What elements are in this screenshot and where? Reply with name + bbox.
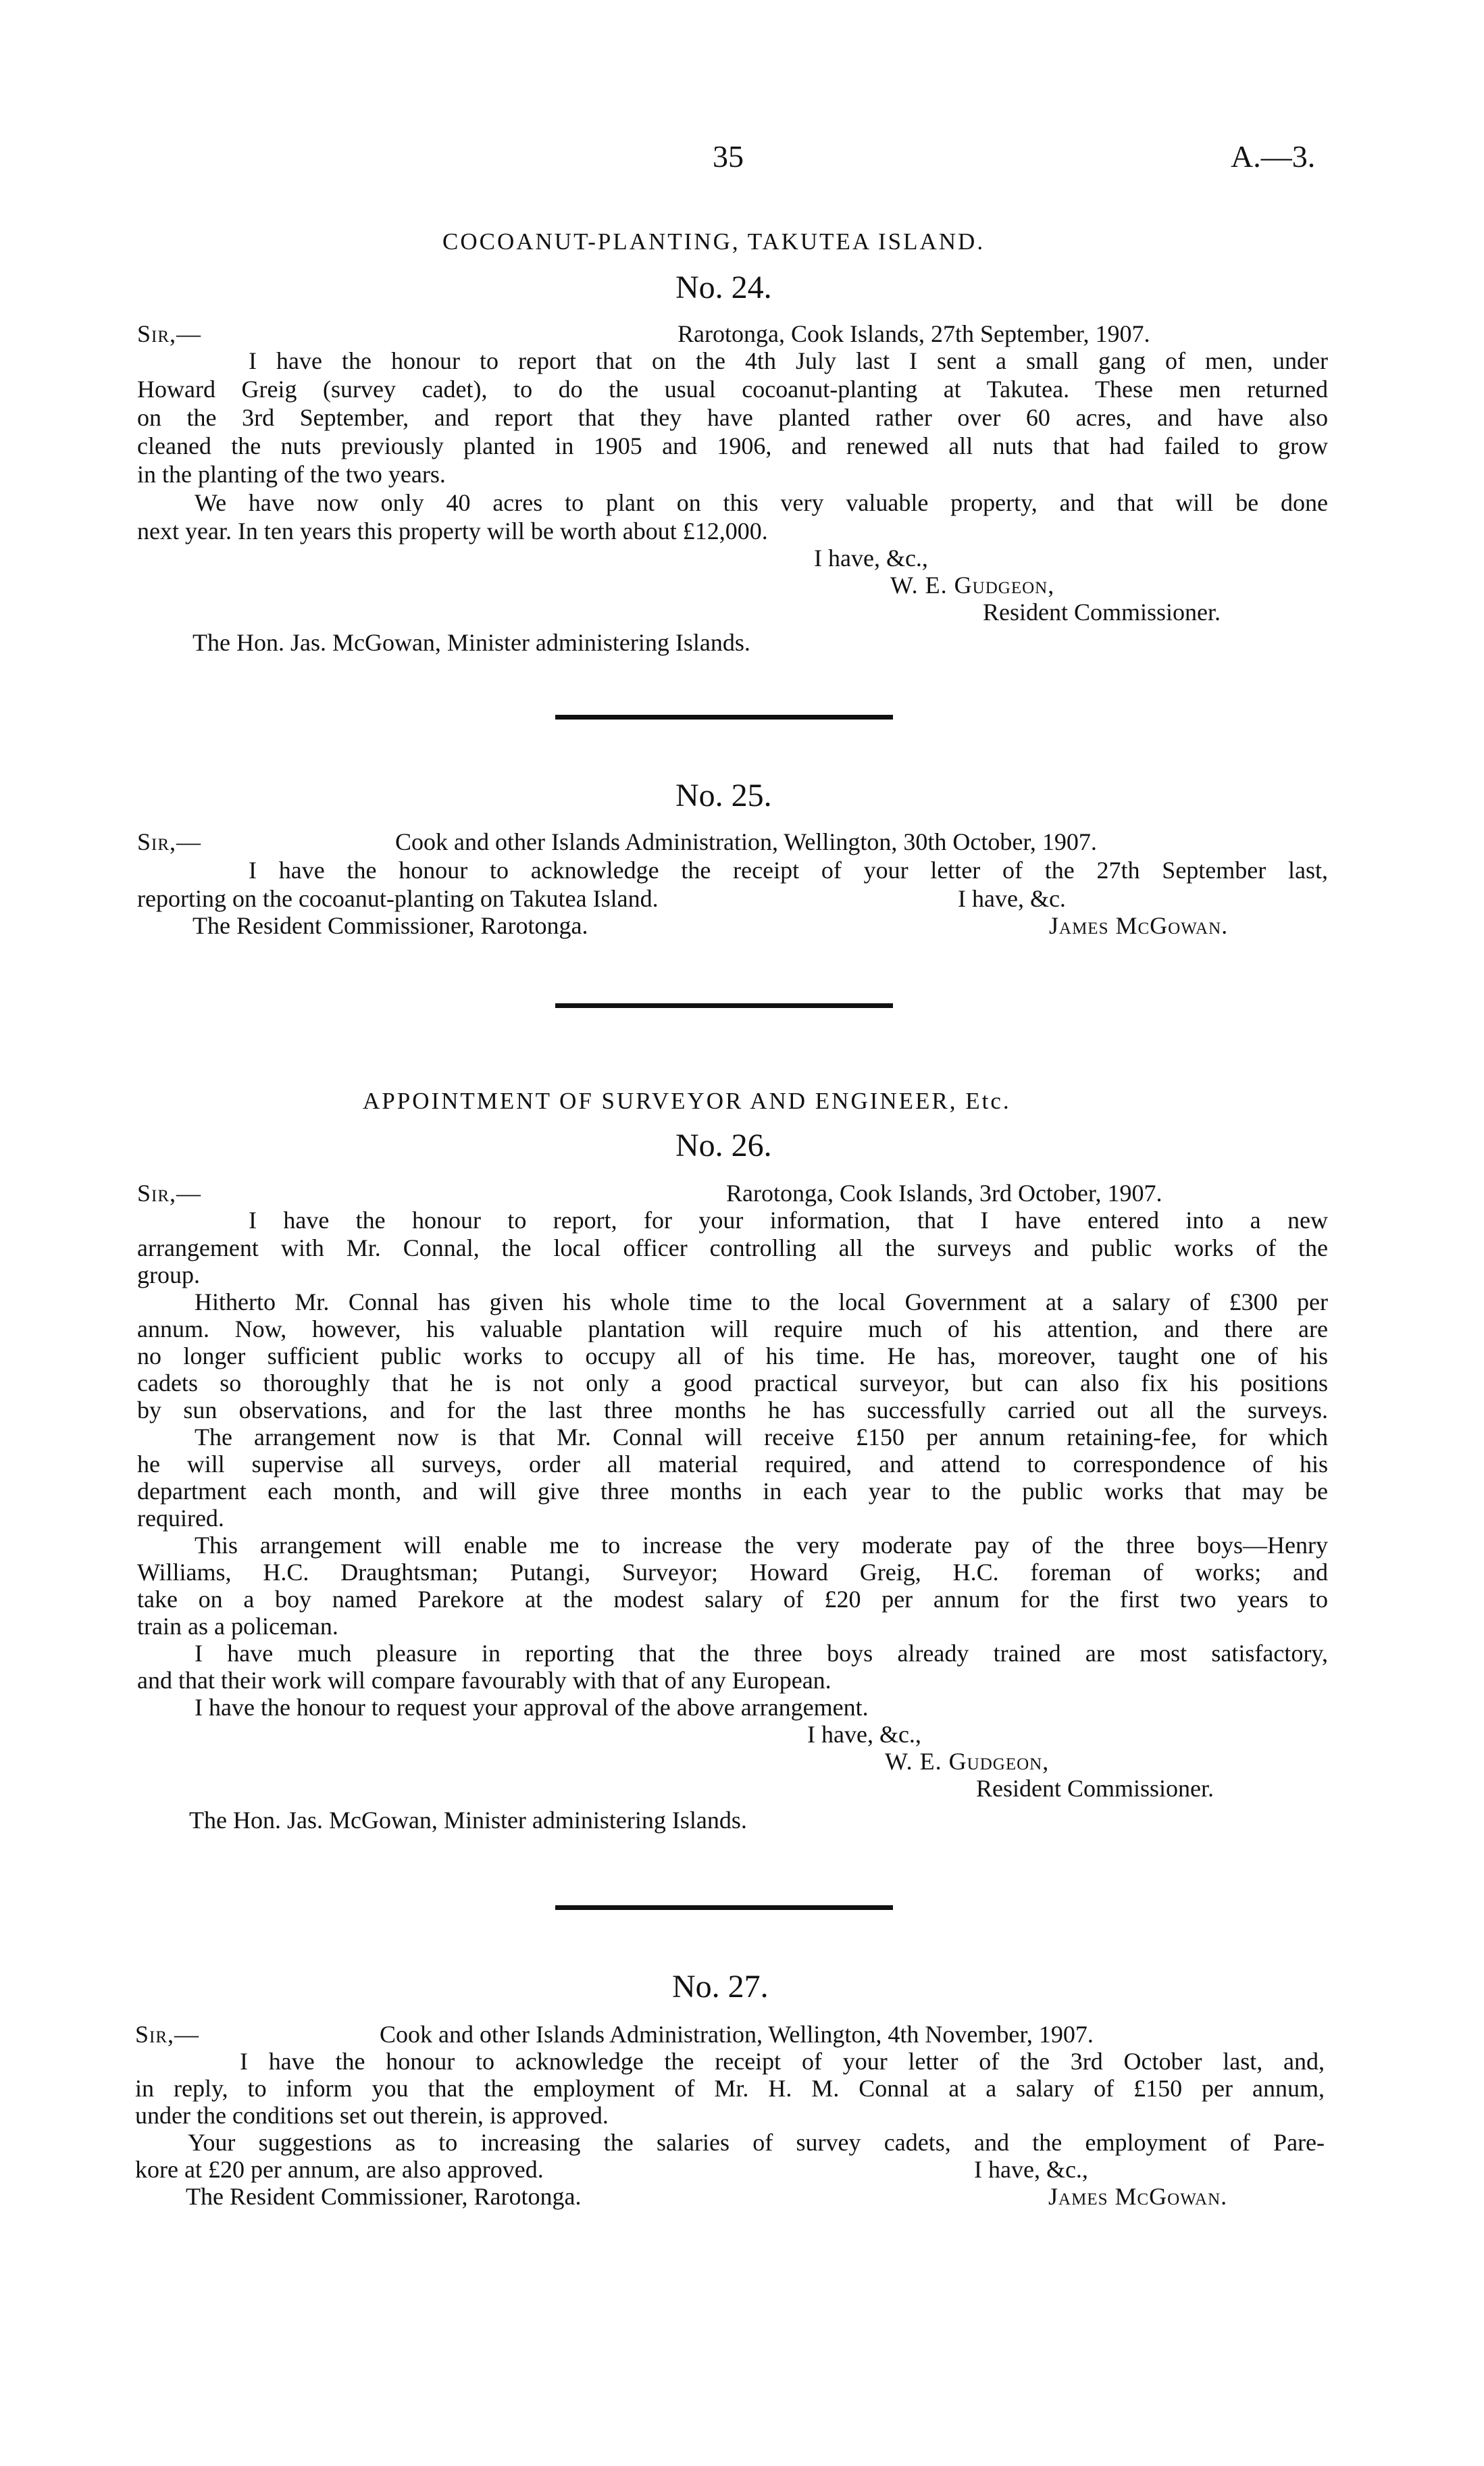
body-line: I have much pleasure in reporting that the three boys already trained are most satisfactory, [195,1640,1328,1667]
body-line: I have the honour to report, for your information, that I have entered into a new [249,1207,1328,1234]
body-line: no longer sufficient public works to occupy all of his time. He has, moreover, taught one of his [137,1342,1328,1369]
letter-number: No. 27. [672,1969,769,2005]
signature: James McGowan. [1048,2183,1228,2210]
body-line: This arrangement will enable me to increase the very moderate pay of the three boys—Henry [195,1532,1328,1559]
salutation: Sir,— [137,320,202,347]
body-line: arrangement with Mr. Connal, the local officer controlling all the surveys and public works of the [137,1234,1328,1261]
body-line: Howard Greig (survey cadet), to do the usual cocoanut-planting at Takutea. These men returned [137,376,1328,403]
body-line: Williams, H.C. Draughtsman; Putangi, Surveyor; Howard Greig, H.C. foreman of works; and [137,1559,1328,1586]
addressee: The Hon. Jas. McGowan, Minister administering Islands. [189,1807,747,1834]
body-line: Your suggestions as to increasing the salaries of survey cadets, and the employment of Pare- [188,2129,1325,2156]
signatory-title: Resident Commissioner. [976,1775,1214,1802]
dateline: Cook and other Islands Administration, Wellington, 4th November, 1907. [380,2021,1094,2048]
body-line: I have the honour to acknowledge the receipt of your letter of the 27th September last, [249,857,1328,884]
section-heading [363,1088,1011,1115]
body-line: required. [137,1505,224,1532]
addressee: The Resident Commissioner, Rarotonga. [193,912,588,939]
body-line: train as a policeman. [137,1613,338,1640]
body-line: group. [137,1261,200,1288]
letter-number: No. 25. [675,778,772,813]
addressee: The Hon. Jas. McGowan, Minister administering Islands. [193,629,750,656]
body-line: cadets so thoroughly that he is not only a good practical surveyor, but can also fix his positions [137,1369,1328,1396]
signature: W. E. Gudgeon, [890,572,1055,599]
dateline: Rarotonga, Cook Islands, 3rd October, 1907. [726,1180,1162,1207]
body-line: I have the honour to request your approval of the above arrangement. [195,1694,869,1721]
body-line: and that their work will compare favourably with that of any European. [137,1667,831,1694]
section-divider [555,715,893,720]
body-line: annum. Now, however, his valuable plantation will require much of his attention, and there are [137,1315,1328,1342]
section-heading: COCOANUT-PLANTING, TAKUTEA ISLAND. [442,228,986,255]
dateline: Cook and other Islands Administration, Wellington, 30th October, 1907. [395,828,1097,855]
section-heading-text: APPOINTMENT OF SURVEYOR AND ENGINEER, Etc. [363,1088,1011,1114]
section-divider [555,1003,893,1008]
body-line: cleaned the nuts previously planted in 1905 and 1906, and renewed all nuts that had failed to grow [137,432,1328,459]
body-line: We have now only 40 acres to plant on this very valuable property, and that will be done [195,489,1328,516]
body-line: reporting on the cocoanut-planting on Takutea Island. [137,885,659,912]
section-divider [555,1905,893,1910]
letter-number: No. 26. [675,1128,772,1163]
page-number: 35 [713,139,744,174]
dateline: Rarotonga, Cook Islands, 27th September, 1907. [677,320,1150,347]
body-line: he will supervise all surveys, order all material required, and attend to correspondence of his [137,1451,1328,1478]
closing: I have, &c., [974,2156,1088,2183]
letter-number: No. 24. [675,270,772,305]
signature: James McGowan. [1049,912,1229,939]
salutation: Sir,— [137,828,202,855]
document-reference: A.—3. [1231,139,1316,174]
closing: I have, &c. [958,885,1066,912]
body-line: by sun observations, and for the last three months he has successfully carried out all the surveys. [137,1396,1328,1424]
body-line: Hitherto Mr. Connal has given his whole time to the local Government at a salary of £300 per [195,1288,1328,1315]
body-line: I have the honour to acknowledge the receipt of your letter of the 3rd October last, and, [240,2048,1325,2075]
salutation: Sir,— [135,2021,200,2048]
signature: W. E. Gudgeon, [885,1748,1050,1775]
body-line: next year. In ten years this property will be worth about £12,000. [137,518,768,545]
body-line: I have the honour to report that on the 4th July last I sent a small gang of men, under [249,347,1328,374]
closing: I have, &c., [814,545,928,572]
closing: I have, &c., [807,1721,921,1748]
signatory-title: Resident Commissioner. [983,599,1221,626]
body-line: under the conditions set out therein, is approved. [135,2102,609,2129]
body-line: in reply, to inform you that the employment of Mr. H. M. Connal at a salary of £150 per annum, [135,2075,1325,2102]
addressee: The Resident Commissioner, Rarotonga. [186,2183,582,2210]
body-line: department each month, and will give three months in each year to the public works that may be [137,1478,1328,1505]
body-line: on the 3rd September, and report that they have planted rather over 60 acres, and have also [137,404,1328,431]
salutation: Sir,— [137,1180,202,1207]
body-line: The arrangement now is that Mr. Connal will receive £150 per annum retaining-fee, for which [195,1424,1328,1451]
body-line: kore at £20 per annum, are also approved. [135,2156,544,2183]
body-line: take on a boy named Parekore at the modest salary of £20 per annum for the first two years to [137,1586,1328,1613]
body-line: in the planting of the two years. [137,461,446,488]
